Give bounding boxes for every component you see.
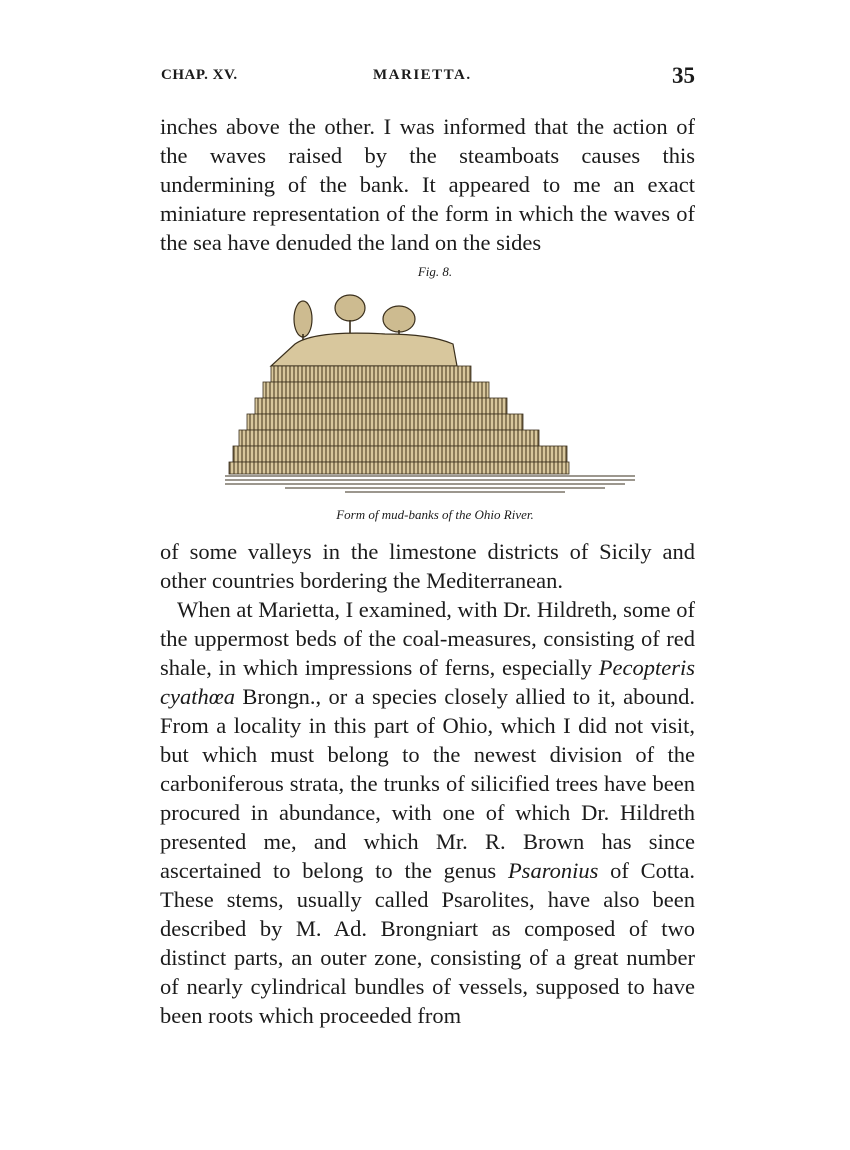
- paragraph: of some valleys in the limestone districts of Sicily and other countries bordering the Mediterranean.: [160, 539, 695, 593]
- figure-8: [225, 264, 645, 529]
- bank-terraces: [229, 333, 569, 474]
- species-name: Pecopteris cyathœa: [160, 655, 695, 709]
- text-block-top: [160, 112, 695, 257]
- mud-bank-illustration: [225, 282, 645, 504]
- page-number: 35: [672, 63, 695, 88]
- running-title: MARIETTA.: [373, 67, 472, 83]
- paragraph: [160, 595, 695, 1030]
- genus-name: Psaronius: [507, 858, 599, 883]
- text-run: Brongn., or a species closely allied to it, abound. From a locality in this part of Ohio, which I did not visit, but which must belong to the newest division of the carboniferous strata, the trunks of silicified trees have been procured in abundance, with one of which Dr. Hildreth presented me, and which Mr. R. Brown has since ascertained to belong to the genus: [160, 684, 695, 883]
- river-water-lines: [225, 476, 635, 492]
- paragraph-continued: inches above the other. I was informed that the action of the waves raised by the steamboats causes this undermining of the bank. It appeared to me an exact miniature representation of the form in which the waves of the sea have denuded the land on the sides: [160, 114, 695, 255]
- text-block-bottom: [160, 537, 695, 1030]
- running-head: [161, 65, 695, 91]
- text-run: of Cotta. These stems, usually called Psarolites, have also been described by M. Ad. Brongniart as composed of two distinct parts, an outer zone, consisting of a great number of nearly cylindrical bundles of vessels, supposed to have been roots which proceeded from: [160, 858, 695, 1028]
- figure-label: Fig. 8.: [417, 264, 453, 279]
- text-run: When at Marietta, I examined, with Dr. Hildreth, some of the uppermost beds of the coal-measures, consisting of red shale, in which impressions of ferns, especially: [160, 597, 695, 680]
- chapter-label: CHAP. XV.: [161, 67, 238, 83]
- figure-caption: Form of mud-banks of the Ohio River.: [336, 507, 534, 522]
